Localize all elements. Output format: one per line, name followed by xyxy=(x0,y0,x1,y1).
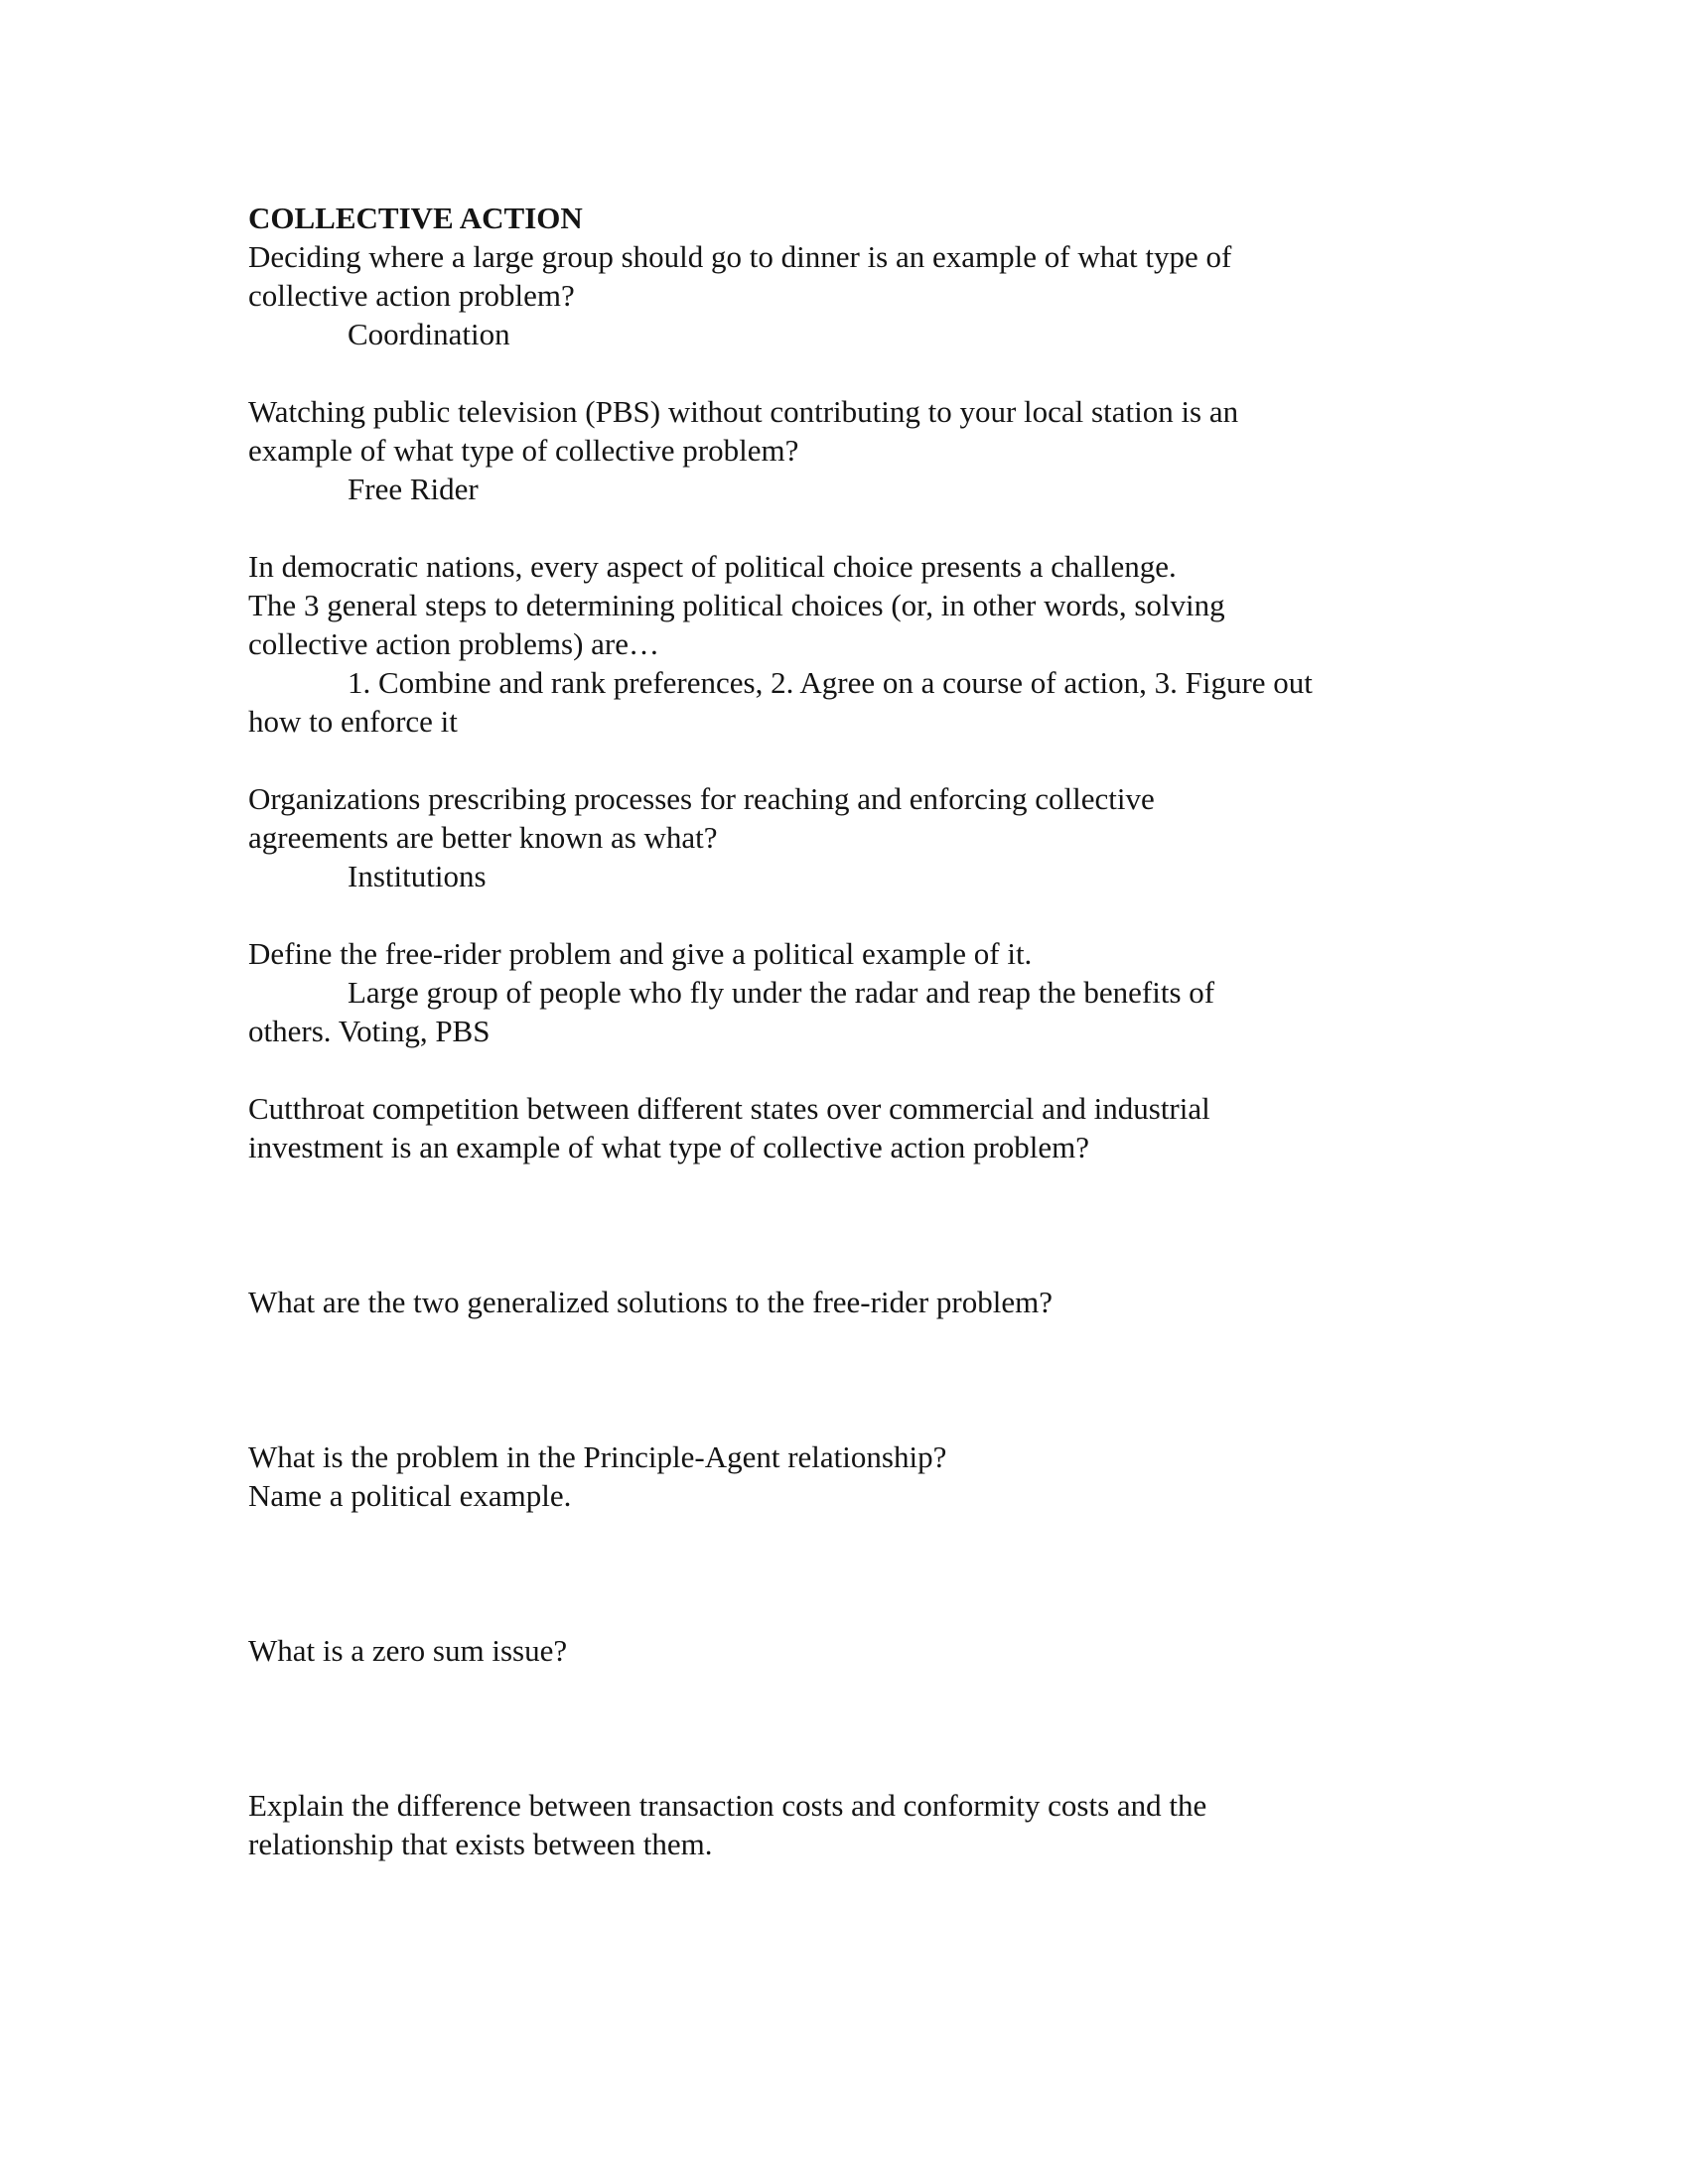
question-text: Name a political example. xyxy=(248,1478,572,1513)
question-text: collective action problems) are… xyxy=(248,626,660,661)
answer-text: Institutions xyxy=(348,859,487,893)
question-text: Define the free-rider problem and give a political example of it. xyxy=(248,936,1033,971)
question-text: Explain the difference between transaction costs and conformity costs and the xyxy=(248,1788,1207,1823)
answer-text: Coordination xyxy=(348,317,510,351)
question-free-rider-solutions xyxy=(248,1283,1460,1321)
question-text: example of what type of collective problem? xyxy=(248,433,799,468)
question-text: Organizations prescribing processes for reaching and enforcing collective xyxy=(248,781,1155,816)
question-free-rider-definition xyxy=(248,934,1460,1050)
question-text: What are the two generalized solutions to the free-rider problem? xyxy=(248,1285,1053,1319)
question-three-steps xyxy=(248,547,1460,741)
question-text: collective action problem? xyxy=(248,278,575,313)
question-text: Cutthroat competition between different states over commercial and industrial xyxy=(248,1091,1210,1126)
question-institutions xyxy=(248,779,1460,895)
question-principal-agent xyxy=(248,1437,1460,1515)
question-text: The 3 general steps to determining political choices (or, in other words, solving xyxy=(248,588,1225,622)
answer-text: how to enforce it xyxy=(248,704,458,739)
answer-text: 1. Combine and rank preferences, 2. Agree on a course of action, 3. Figure out xyxy=(348,665,1313,700)
document-page xyxy=(248,199,1460,1863)
answer-text: Free Rider xyxy=(348,472,479,506)
question-text: relationship that exists between them. xyxy=(248,1827,713,1861)
question-cutthroat-competition xyxy=(248,1089,1460,1166)
answer-text: Large group of people who fly under the radar and reap the benefits of xyxy=(348,975,1215,1010)
question-text: agreements are better known as what? xyxy=(248,820,718,855)
question-public-tv xyxy=(248,392,1460,508)
question-text: In democratic nations, every aspect of political choice presents a challenge. xyxy=(248,549,1177,584)
question-zero-sum xyxy=(248,1631,1460,1670)
question-text: Deciding where a large group should go to dinner is an example of what type of xyxy=(248,239,1232,274)
question-coordination xyxy=(248,237,1460,353)
document-title: COLLECTIVE ACTION xyxy=(248,201,583,235)
question-text: Watching public television (PBS) without contributing to your local station is an xyxy=(248,394,1239,429)
question-text: investment is an example of what type of collective action problem? xyxy=(248,1130,1090,1164)
question-text: What is the problem in the Principle-Agent relationship? xyxy=(248,1439,947,1474)
answer-text: others. Voting, PBS xyxy=(248,1014,491,1048)
question-transaction-conformity-costs xyxy=(248,1786,1460,1863)
question-text: What is a zero sum issue? xyxy=(248,1633,568,1668)
